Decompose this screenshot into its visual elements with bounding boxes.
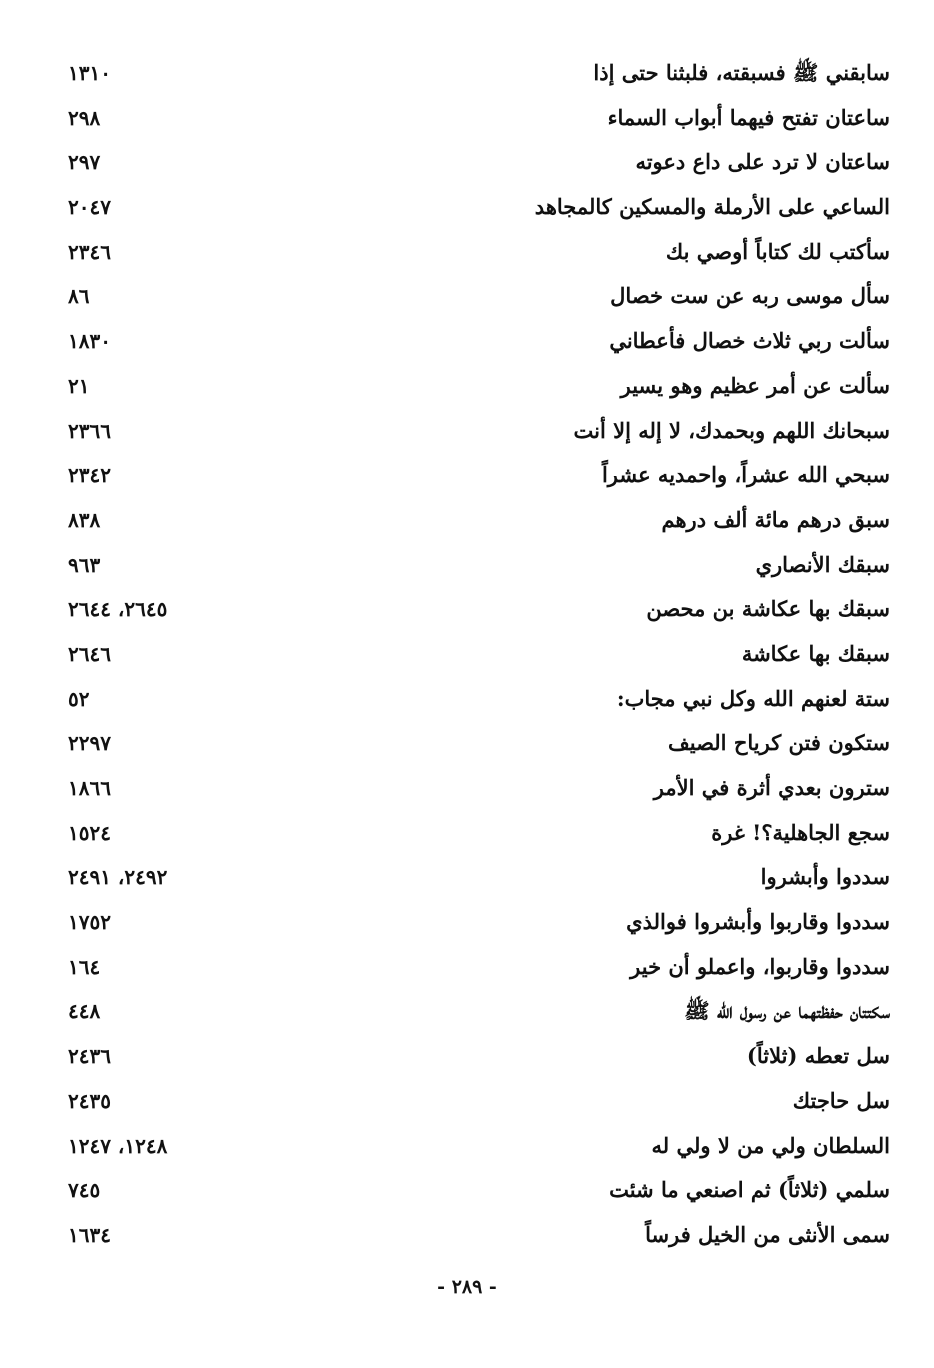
index-entry bbox=[60, 364, 890, 409]
hadith-opening-text: سلمي (ثلاثاً) ثم اصنعي ما شئت bbox=[609, 1177, 890, 1203]
index-entry bbox=[60, 1034, 890, 1079]
hadith-reference-numbers: ١٦٣٤ bbox=[68, 1222, 111, 1247]
hadith-opening-text: سل تعطه (ثلاثاً) bbox=[746, 1043, 890, 1069]
page-number: - ٢٨٩ - bbox=[437, 1276, 497, 1298]
hadith-opening-text: سبقك بها عكاشة bbox=[741, 640, 890, 666]
hadith-reference-numbers: ٢٣٦٦ bbox=[68, 418, 111, 443]
hadith-opening-text: السلطان ولي من لا ولي له bbox=[651, 1132, 890, 1158]
index-entry bbox=[60, 543, 890, 588]
hadith-reference-numbers: ٢٤٣٥ bbox=[68, 1088, 111, 1113]
hadith-reference-numbers: ٢١ bbox=[68, 373, 90, 398]
hadith-reference-numbers: ٨٦ bbox=[68, 284, 90, 309]
index-entry bbox=[60, 1124, 890, 1169]
index-entry bbox=[60, 632, 890, 677]
index-entry bbox=[60, 274, 890, 319]
hadith-reference-numbers: ١٨٣٠ bbox=[68, 329, 111, 354]
hadith-reference-numbers: ٢٩٧ bbox=[68, 150, 101, 175]
hadith-opening-text: سددوا وقاربوا وأبشروا فوالذي bbox=[626, 909, 890, 935]
index-entry bbox=[60, 945, 890, 990]
hadith-opening-text: سألت ربي ثلاث خصال فأعطاني bbox=[609, 328, 890, 354]
hadith-reference-numbers: ٩٦٣ bbox=[68, 552, 101, 577]
hadith-opening-text: سبقك بها عكاشة بن محصن bbox=[646, 596, 890, 622]
index-entry bbox=[60, 1079, 890, 1124]
index-entry bbox=[60, 811, 890, 856]
hadith-reference-numbers: ٢٣٤٢ bbox=[68, 463, 111, 488]
hadith-reference-numbers: ٢٣٤٦ bbox=[68, 239, 111, 264]
hadith-opening-text: سترون بعدي أثرة في الأمر bbox=[653, 775, 890, 800]
hadith-index-list bbox=[60, 51, 890, 1258]
hadith-opening-text: سجع الجاهلية؟! غرة bbox=[711, 819, 890, 845]
hadith-opening-text: سألت عن أمر عظيم وهو يسير bbox=[620, 372, 890, 398]
hadith-opening-text: سبق درهم مائة ألف درهم bbox=[661, 506, 890, 532]
hadith-reference-numbers: ٢٢٩٧ bbox=[68, 731, 111, 756]
hadith-opening-text: سددوا وقاربوا، واعملو أن خير bbox=[630, 953, 890, 979]
hadith-opening-text: ساعتان لا ترد على داع دعوته bbox=[635, 149, 890, 175]
hadith-opening-text: سمى الأنثى من الخيل فرساً bbox=[645, 1221, 890, 1247]
hadith-reference-numbers: ٢٤٩٢، ٢٤٩١ bbox=[68, 865, 168, 890]
index-entry bbox=[60, 989, 890, 1034]
index-entry bbox=[60, 453, 890, 498]
hadith-opening-text: سبحانك اللهم وبحمدك، لا إله إلا أنت bbox=[573, 417, 890, 443]
hadith-reference-numbers: ٧٤٥ bbox=[68, 1178, 101, 1203]
hadith-reference-numbers: ٥٢ bbox=[68, 686, 90, 711]
hadith-opening-text: سأكتب لك كتاباً أوصي بك bbox=[665, 238, 890, 264]
hadith-reference-numbers: ١٦٤ bbox=[68, 954, 101, 979]
hadith-opening-text: سبحي الله عشراً، واحمديه عشراً bbox=[601, 462, 890, 488]
index-entry bbox=[60, 96, 890, 141]
hadith-reference-numbers: ٤٤٨ bbox=[68, 999, 101, 1024]
index-entry bbox=[60, 498, 890, 543]
index-entry bbox=[60, 409, 890, 454]
hadith-opening-text: الساعي على الأرملة والمسكين كالمجاهد bbox=[534, 194, 890, 220]
hadith-reference-numbers: ٢٩٨ bbox=[68, 105, 101, 130]
hadith-opening-text: ساعتان تفتح فيهما أبواب السماء bbox=[607, 104, 890, 130]
hadith-reference-numbers: ٢٦٤٥، ٢٦٤٤ bbox=[68, 597, 168, 622]
index-entry bbox=[60, 677, 890, 722]
index-entry bbox=[60, 1213, 890, 1258]
hadith-reference-numbers: ١٢٤٨، ١٢٤٧ bbox=[68, 1133, 168, 1158]
hadith-opening-text: سل حاجتك bbox=[792, 1087, 890, 1113]
hadith-opening-text: سبقك الأنصاري bbox=[755, 551, 890, 577]
index-entry bbox=[60, 1168, 890, 1213]
index-entry bbox=[60, 766, 890, 811]
hadith-reference-numbers: ١٥٢٤ bbox=[68, 820, 111, 845]
hadith-reference-numbers: ١٨٦٦ bbox=[68, 776, 111, 800]
hadith-reference-numbers: ١٣١٠ bbox=[68, 61, 111, 85]
index-entry bbox=[60, 140, 890, 185]
index-entry bbox=[60, 900, 890, 945]
index-entry bbox=[60, 319, 890, 364]
hadith-reference-numbers: ٢٦٤٦ bbox=[68, 641, 111, 666]
hadith-reference-numbers: ٢٠٤٧ bbox=[68, 195, 111, 220]
hadith-opening-text: سابقني ﷺ فسبقته، فلبثنا حتى إذا bbox=[593, 60, 890, 85]
hadith-reference-numbers: ٢٤٣٦ bbox=[68, 1044, 111, 1069]
hadith-opening-text: ستة لعنهم الله وكل نبي مجاب: bbox=[616, 685, 890, 711]
hadith-reference-numbers: ١٧٥٢ bbox=[68, 910, 111, 935]
index-entry bbox=[60, 721, 890, 766]
hadith-reference-numbers: ٨٣٨ bbox=[68, 507, 101, 532]
hadith-opening-text: ستكون فتن كرياح الصيف bbox=[668, 730, 890, 756]
hadith-opening-text: سددوا وأبشروا bbox=[760, 864, 890, 890]
hadith-opening-text: سأل موسى ربه عن ست خصال bbox=[610, 283, 890, 309]
index-entry bbox=[60, 230, 890, 275]
index-entry bbox=[60, 51, 890, 96]
hadith-opening-text: سكتتان حفظتهما عن رسول الله ﷺ bbox=[684, 998, 890, 1024]
index-entry bbox=[60, 855, 890, 900]
index-entry bbox=[60, 587, 890, 632]
index-entry bbox=[60, 185, 890, 230]
